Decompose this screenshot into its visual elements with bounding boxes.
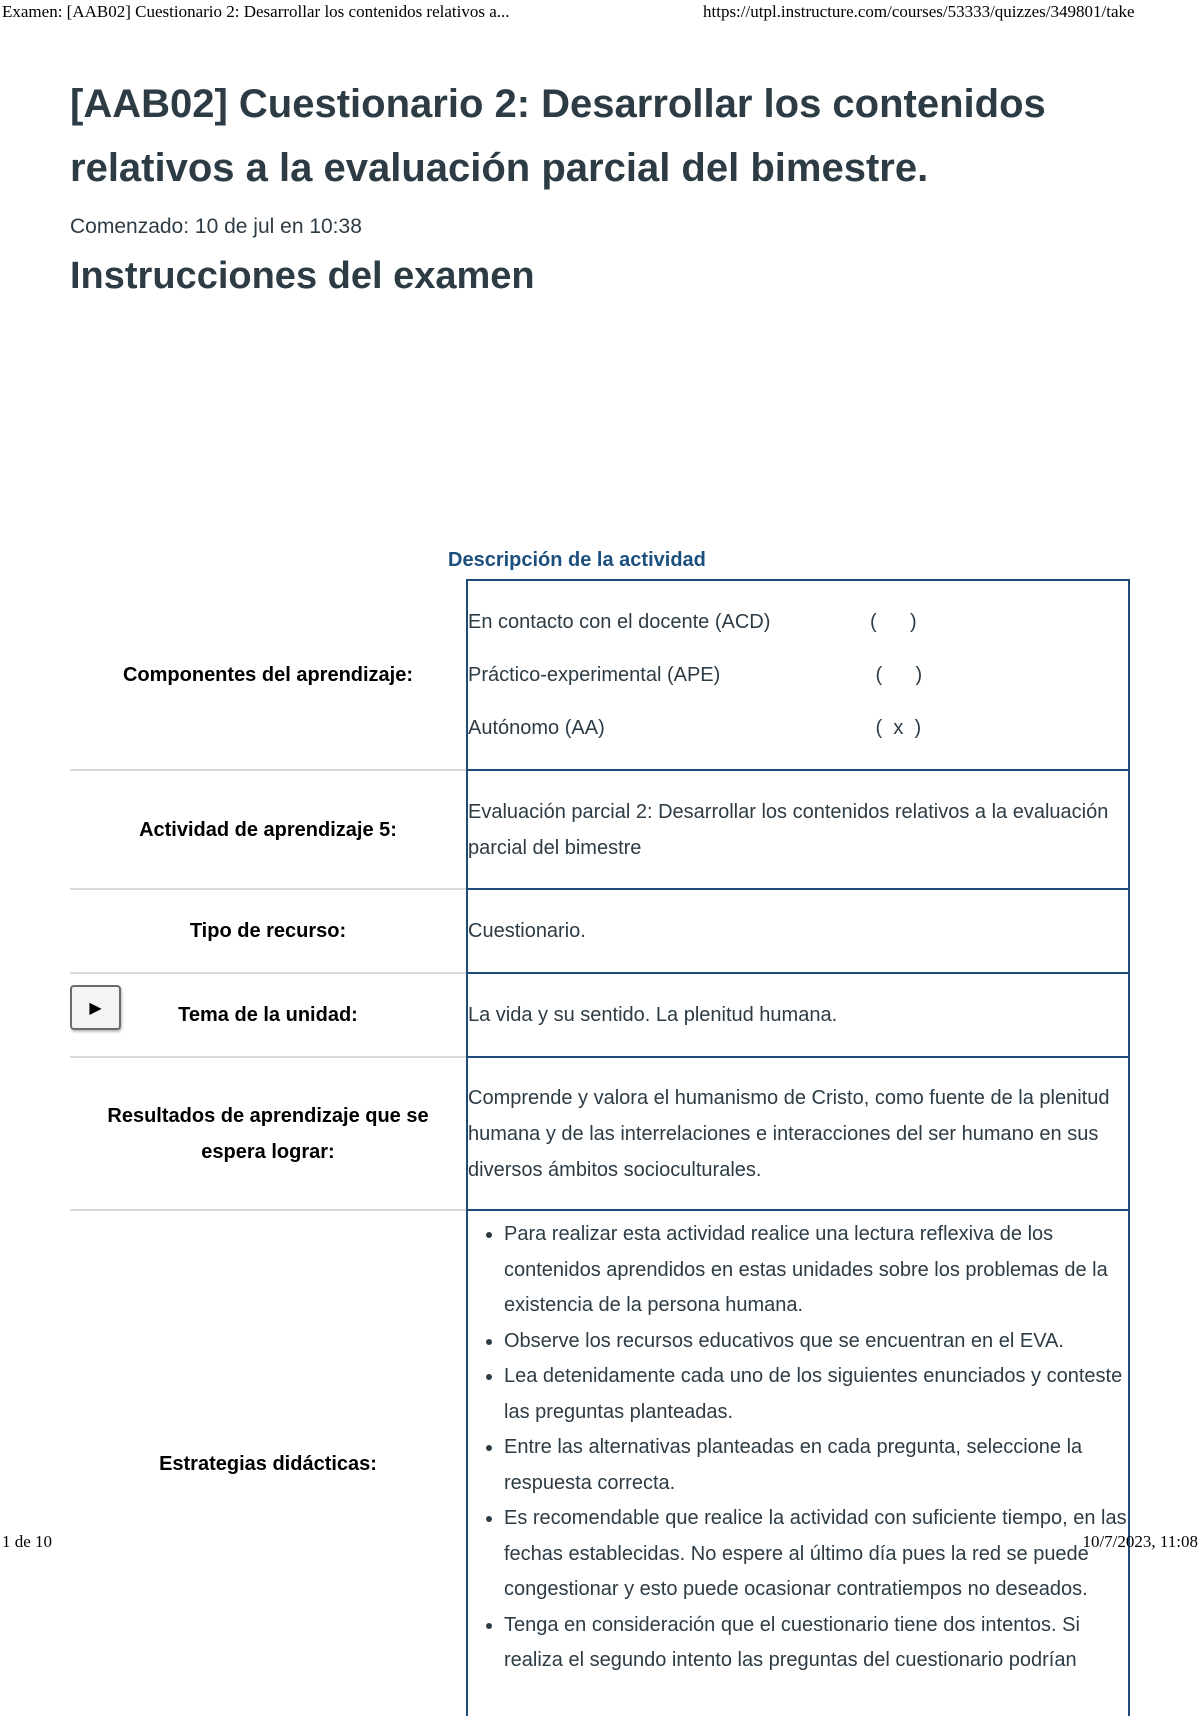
component-mark: ( x ) (870, 716, 922, 739)
table-row (70, 973, 1129, 1057)
started-timestamp: Comenzado: 10 de jul en 10:38 (70, 215, 362, 238)
components-label: Componentes del aprendizaje: (122, 663, 414, 686)
component-name: Autónomo (AA) (468, 716, 605, 739)
component-mark: ( ) (870, 610, 917, 633)
results-value: Comprende y valora el humanismo de Cristo, como fuente de la plenitud humana y de las interrelaciones e interacciones del ser humano en sus diversos ámbitos socioculturales. (467, 1057, 1129, 1210)
activity-value: Evaluación parcial 2: Desarrollar los contenidos relativos a la evaluación parcial del bimestre (467, 770, 1129, 889)
list-item: • Tenga en consideración que el cuestionario tiene dos intentos. Si realiza el segundo intento las preguntas del cuestionario podrían (504, 1608, 1128, 1679)
list-item: • Entre las alternativas planteadas en cada pregunta, seleccione la respuesta correcta. (504, 1430, 1128, 1501)
component-row (468, 596, 1128, 649)
print-datetime: 10/7/2023, 11:08 (1082, 1532, 1198, 1551)
print-footer (0, 1529, 1200, 1553)
resource-value: Cuestionario. (467, 889, 1129, 973)
topic-label: Tema de la unidad: (70, 973, 467, 1057)
component-mark: ( ) (870, 663, 923, 686)
resource-label: Tipo de recurso: (70, 889, 467, 973)
play-button[interactable] (70, 985, 121, 1030)
results-label: Resultados de aprendizaje que se espera lograr: (70, 1057, 467, 1210)
component-row (468, 649, 1128, 702)
table-row (70, 889, 1129, 973)
component-name: Práctico-experimental (APE) (468, 663, 721, 686)
table-row (70, 1210, 1129, 1716)
table-row (70, 770, 1129, 889)
page-title: [AAB02] Cuestionario 2: Desarrollar los contenidos relativos a la evaluación parcial del bimestre. (70, 82, 1046, 190)
component-row (468, 702, 1128, 755)
play-icon: ▶ (89, 999, 102, 1017)
list-item: • Es recomendable que realice la actividad con suficiente tiempo, en las fechas establecidas. No espere al último día pues la red se puede congestionar y esto puede ocasionar contratiempos no deseados. (504, 1501, 1128, 1608)
page-number: 1 de 10 (2, 1532, 53, 1551)
print-header (0, 2, 1200, 26)
strategies-cell (467, 1210, 1129, 1716)
strategies-label: Estrategias didácticas: (70, 1210, 467, 1716)
table-row (70, 580, 1129, 770)
component-name: En contacto con el docente (ACD) (468, 610, 771, 633)
activity-description-heading: Descripción de la actividad (448, 549, 706, 571)
topic-value: La vida y su sentido. La plenitud humana. (467, 973, 1129, 1057)
components-cell (467, 580, 1129, 770)
print-header-title: Examen: [AAB02] Cuestionario 2: Desarrollar los contenidos relativos a... (2, 2, 510, 21)
list-item: • Lea detenidamente cada uno de los siguientes enunciados y conteste las preguntas planteadas. (504, 1359, 1128, 1430)
quiz-content (70, 72, 1130, 1671)
list-item: • Observe los recursos educativos que se encuentran en el EVA. (504, 1324, 1128, 1360)
activity-label: Actividad de aprendizaje 5: (70, 770, 467, 889)
instructions-heading: Instrucciones del examen (70, 255, 535, 297)
table-row (70, 1057, 1129, 1210)
print-header-url[interactable]: https://utpl.instructure.com/courses/53333/quizzes/349801/take (703, 2, 1135, 21)
strategies-list (468, 1217, 1128, 1679)
list-item: • Para realizar esta actividad realice una lectura reflexiva de los contenidos aprendidos en estas unidades sobre los problemas de la existencia de la persona humana. (504, 1217, 1128, 1324)
